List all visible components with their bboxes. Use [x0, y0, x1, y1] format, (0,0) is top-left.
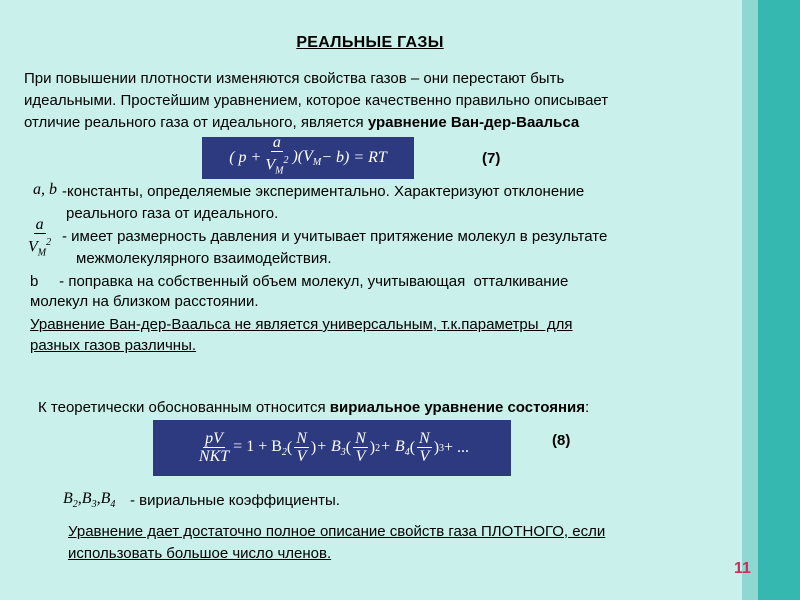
side-stripe	[758, 0, 800, 600]
equation-number-7: (7)	[482, 150, 501, 167]
virial-equation-name: вириальное уравнение состояния	[329, 399, 586, 416]
final-note-line-2: использовать большое число членов.	[68, 545, 332, 562]
virial-coefficients-text: - вириальные коэффициенты.	[130, 492, 340, 509]
constants-line-2: реального газа от идеального.	[66, 205, 279, 222]
constants-line-1: -константы, определяемые экспериментально. Характеризуют отклонение	[62, 183, 585, 200]
eq8-frac-2: $\frac{N}{V}$	[355, 429, 366, 465]
constants-symbol: a, b	[33, 181, 57, 198]
pressure-term-line-2: межмолекулярного взаимодействия.	[76, 250, 332, 267]
eq8-frac-1: $\frac{N}{V}$	[296, 429, 307, 465]
intro-line-1: При повышении плотности изменяются свойства газов – они перестают быть	[24, 70, 565, 87]
eq8-ellipsis: + ...	[444, 439, 470, 456]
b-term-line-2: молекул на близком расстоянии.	[30, 293, 259, 310]
eq7-frac-den: $V_M^2$	[265, 155, 289, 177]
eq8-frac-3: $\frac{N}{V}$	[419, 429, 430, 465]
b-term-line-1: b - поправка на собственный объем молекул, учитывающая отталкивание	[30, 273, 569, 290]
eq8-lhs: $\frac{pV}{\text{NKT}}$	[198, 429, 230, 465]
virial-equation: $\frac{pV}{\text{NKT}}$ = $1 + B_2$ ( $\frac{N}{V}$ ) + $B_3$ ( $\frac{N}{V}$ ) 2 + $B_4$ ( $\frac{N}{V}$ ) 3 + ...	[153, 420, 511, 476]
virial-coefficients-symbols: $B_2,B_3,B_4$	[63, 490, 116, 511]
intro-line-2: идеальными. Простейшим уравнением, которое качественно правильно описывает	[24, 92, 609, 109]
vdw-note-line-1: Уравнение Ван-дер-Ваальса не является универсальным, т.к.параметры для	[30, 316, 573, 333]
pressure-term-line-1: - имеет размерность давления и учитывает притяжение молекул в результате	[62, 228, 608, 245]
eq7-tail: − b) = RT	[321, 149, 387, 166]
eq7-open: ( p +	[229, 149, 262, 166]
vdw-note-line-2: разных газов различны.	[30, 337, 197, 354]
eq7-frac-num: a	[272, 134, 281, 152]
vdw-equation-name: уравнение Ван-дер-Ваальса	[367, 114, 580, 131]
virial-intro: К теоретически обоснованным относится вириальное уравнение состояния:	[38, 399, 590, 416]
page-number: 11	[734, 560, 751, 577]
eq8-b4: + $B_4$	[380, 437, 410, 459]
eq7-middle: )($V_M$	[292, 147, 322, 169]
virial-intro-text: К теоретически обоснованным относится	[38, 399, 330, 416]
vdw-equation	[202, 134, 414, 179]
eq8-b3: + $B_3$	[316, 437, 346, 459]
intro-line-3-text: отличие реального газа от идеального, является	[24, 114, 368, 131]
intro-line-3	[24, 113, 579, 132]
pressure-term-fraction	[24, 217, 55, 263]
pressure-term-num: a	[35, 216, 44, 233]
eq8-b2: = $1 + B_2$	[233, 437, 287, 459]
final-note-line-1: Уравнение дает достаточно полное описание свойств газа ПЛОТНОГО, если	[68, 523, 606, 540]
slide-title: РЕАЛЬНЫЕ ГАЗЫ	[296, 34, 444, 51]
pressure-term-den: $V_M^2$	[28, 237, 52, 259]
equation-number-8: (8)	[552, 432, 571, 449]
eq7-fraction	[263, 135, 290, 181]
side-stripe-light	[742, 0, 758, 600]
